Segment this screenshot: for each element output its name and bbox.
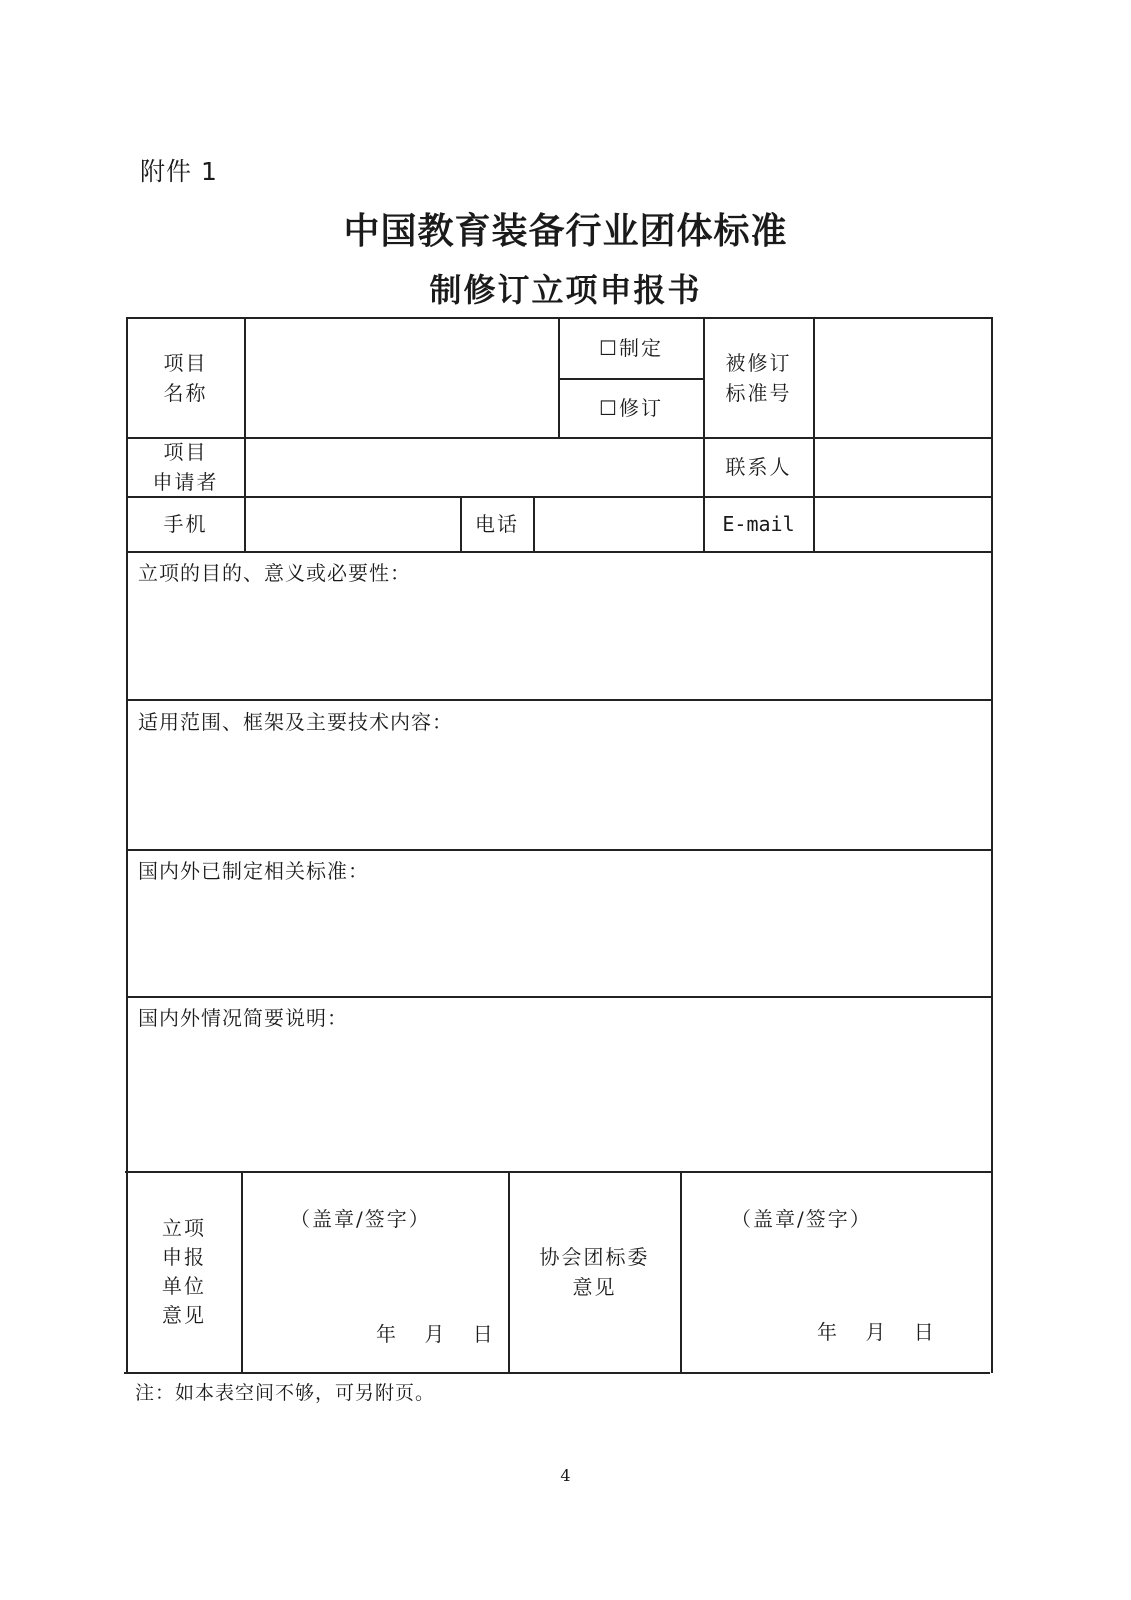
project-name-field[interactable] bbox=[245, 318, 558, 437]
email-label: E-mail bbox=[722, 512, 795, 536]
section-divider bbox=[127, 996, 991, 998]
seal-signature-left: （盖章/签字） bbox=[290, 1207, 431, 1231]
option-revise-checkbox[interactable]: ☐修订 bbox=[599, 396, 663, 420]
email-field[interactable] bbox=[814, 497, 991, 551]
table-right-border bbox=[991, 317, 993, 1373]
scope-field[interactable] bbox=[128, 740, 990, 848]
footnote: 注：如本表空间不够，可另附页。 bbox=[135, 1382, 436, 1404]
contact-field[interactable] bbox=[814, 438, 991, 496]
committee-opinion-label: 协会团标委 意见 bbox=[539, 1245, 650, 1299]
applicant-label: 项目 申请者 bbox=[152, 440, 219, 494]
situation-label: 国内外情况简要说明： bbox=[138, 1006, 348, 1030]
page-number: 4 bbox=[560, 1466, 571, 1485]
attachment-label: 附件 1 bbox=[140, 157, 218, 186]
applicant-opinion-field[interactable] bbox=[243, 1172, 508, 1372]
situation-field[interactable] bbox=[128, 1035, 990, 1170]
related-standards-label: 国内外已制定相关标准： bbox=[138, 859, 369, 883]
applicant-field[interactable] bbox=[245, 438, 703, 496]
purpose-field[interactable] bbox=[128, 590, 990, 698]
document-subtitle: 制修订立项申报书 bbox=[429, 271, 702, 309]
phone-label: 电话 bbox=[475, 512, 519, 536]
mobile-field[interactable] bbox=[245, 497, 460, 551]
scope-label: 适用范围、框架及主要技术内容： bbox=[138, 710, 453, 734]
purpose-label: 立项的目的、意义或必要性： bbox=[138, 561, 411, 585]
committee-opinion-field[interactable] bbox=[682, 1172, 990, 1372]
section-divider bbox=[127, 849, 992, 851]
project-name-label: 项目 名称 bbox=[163, 350, 208, 405]
row-divider bbox=[127, 551, 993, 553]
date-left: 年 月 日 bbox=[376, 1322, 493, 1346]
phone-field[interactable] bbox=[534, 497, 703, 551]
applicant-opinion-label: 立项 申报 单位 意见 bbox=[162, 1216, 206, 1327]
date-right: 年 月 日 bbox=[817, 1320, 934, 1344]
revised-standard-number-label: 被修订 标准号 bbox=[725, 350, 792, 405]
table-bottom-border bbox=[124, 1372, 990, 1374]
contact-label: 联系人 bbox=[725, 455, 792, 479]
mobile-label: 手机 bbox=[163, 512, 208, 536]
related-standards-field[interactable] bbox=[128, 888, 990, 995]
document-title: 中国教育装备行业团体标准 bbox=[343, 210, 788, 252]
option-draft-checkbox[interactable]: ☐制定 bbox=[599, 336, 663, 360]
section-divider bbox=[127, 699, 993, 701]
seal-signature-right: （盖章/签字） bbox=[731, 1207, 872, 1231]
revised-standard-number-field[interactable] bbox=[814, 318, 991, 437]
